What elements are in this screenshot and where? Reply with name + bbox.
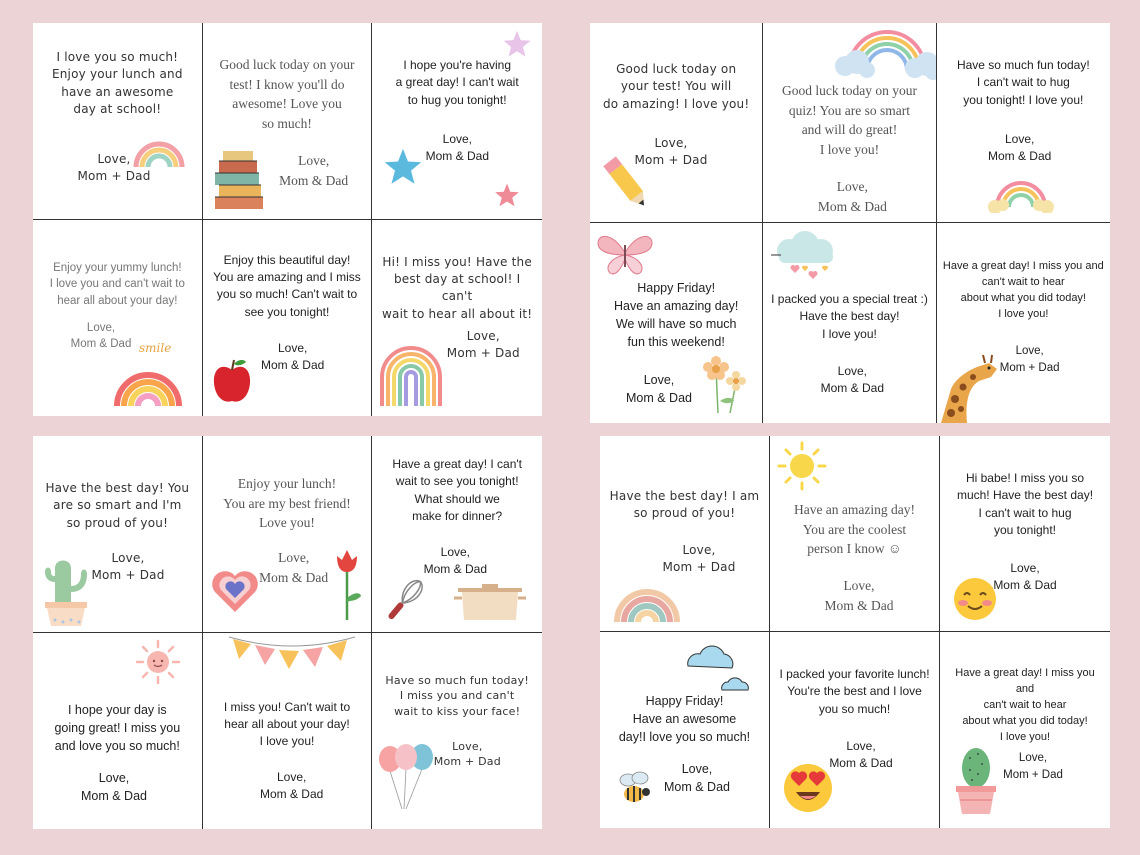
lunch-note-card [203,633,373,830]
note-message: Have the best day! I am so proud of you! [609,489,760,521]
cactus-icon [952,744,1000,816]
note-signature: Love, Mom + Dad [1003,752,1063,781]
note-signature: Love, Mom & Dad [987,132,1052,164]
heart-eyes-icon [782,762,834,814]
bee-icon [612,768,658,808]
note-signature: Love, Mom & Dad [817,179,887,214]
lunch-note-card [763,223,936,423]
rainbow-icon [378,344,444,408]
star-icon [500,28,534,62]
lunch-note-card [372,220,542,417]
note-signature: Love, Mom & Dad [279,153,349,188]
note-signature: Love, Mom & Dad [260,340,325,372]
butterfly-icon [594,229,656,279]
note-signature: Love, Mom & Dad [820,364,884,396]
note-signature: Love, Mom & Dad [259,550,329,585]
cactus-icon [41,546,91,630]
note-message: Good luck today on your quiz! You are so smart and will do great! I love you! [782,83,917,157]
star-icon [492,181,522,211]
rainbow-cloud-icon [833,26,936,82]
note-message: I hope your day is going great! I miss you and love you so much! [54,702,181,753]
lunch-note-card [590,223,763,423]
flower-icon [698,349,750,415]
lunch-note-card [203,220,373,417]
lunch-note-card [372,23,542,220]
lunch-note-card [763,23,936,223]
bunting-icon [227,633,357,675]
note-signature: Love, Mom & Dad [425,132,489,164]
note-message: Have a great day! I miss you and can't wait to hear about what you did today! I love you! [955,667,1095,743]
smile-lettering: smile [139,340,172,355]
lunch-note-card [937,23,1110,223]
note-message: Have so much fun today! I miss you and can't wait to kiss your face! [385,673,529,719]
note-message: I hope you're having a great day! I can't wait to hug you tonight! [395,58,519,107]
note-signature: Love, Mom + Dad [433,739,501,769]
note-sheet-2 [590,23,1110,423]
books-icon [211,147,267,211]
lunch-note-card [770,632,940,828]
note-message: I packed you a special treat :) Have the best day! I love you! [771,292,928,341]
apple-icon [211,356,253,406]
giraffe-icon [937,353,1003,423]
note-signature: Love, Mom & Dad [993,561,1057,593]
note-message: Enjoy your lunch! You are my best friend! Love you! [223,476,351,531]
note-signature: Love, Mom & Dad [259,769,324,801]
note-message: Have a great day! I miss you and can't wait to hear about what you did today! I love you! [942,260,1104,320]
note-message: Good luck today on your test! I know you'll do awesome! Love you so much! [219,57,355,131]
lunch-note-card [372,436,542,633]
sun-icon [776,440,828,492]
note-signature: Love, Mom & Dad [829,739,893,771]
pencil-icon [598,151,656,213]
note-signature: Love, Mom & Dad [81,770,147,803]
lunch-note-card [203,23,373,220]
note-signature: Love, Mom & Dad [664,762,730,795]
note-signature: Love, Mom & Dad [824,578,894,613]
note-signature: Love, Mom + Dad [662,543,736,575]
note-signature: Love, Mom + Dad [77,152,151,184]
note-message: I miss you! Can't wait to hear all about your day! I love you! [223,699,351,749]
note-sheet-3 [33,436,542,829]
note-signature: Love, Mom + Dad [91,551,165,583]
note-sheet-4 [600,436,1110,828]
lunch-note-card [203,436,373,633]
note-signature: Love, Mom & Dad [70,321,132,351]
note-message: Have the best day! You are so smart and I'm so proud of you! [45,481,190,530]
note-message: I packed your favorite lunch! You're the best and I love you so much! [779,667,930,716]
note-signature: Love, Mom + Dad [446,328,520,360]
star-icon [380,145,426,191]
cloud-icon [680,640,752,696]
rainbow-icon [985,173,1057,213]
tulip-icon [331,546,365,622]
lunch-note-card [937,223,1110,423]
pot-icon [452,576,528,624]
rainbow-icon [111,340,185,408]
note-message: I love you so much! Enjoy your lunch and have an awesome day at school! [51,50,183,117]
note-message: Enjoy this beautiful day! You are amazing and I miss you so much! Can't wait to see you tonight! [213,252,361,319]
note-signature: Love, Mom + Dad [999,345,1060,374]
note-message: Happy Friday! Have an awesome day!I love you so much! [618,694,751,745]
note-message: Happy Friday! Have an amazing day! We will have so much fun this weekend! [613,281,739,350]
note-message: Good luck today on your test! You will do amazing! I love you! [602,62,750,111]
sun-icon [135,639,181,685]
note-message: Have an amazing day! You are the coolest person I know ☺ [793,502,916,557]
whisk-icon [380,574,430,626]
lunch-note-card [600,632,770,828]
note-signature: Love, Mom + Dad [634,136,708,168]
note-message: Hi babe! I miss you so much! Have the best day! I can't wait to hug you tonight! [956,471,1094,538]
lunch-note-card [33,633,203,830]
lunch-note-card [600,436,770,632]
lunch-note-card [940,632,1110,828]
balloons-icon [376,741,438,811]
lunch-note-card [372,633,542,830]
note-signature: Love, Mom & Dad [626,373,692,406]
note-message: Enjoy your yummy lunch! I love you and can't wait to hear all about your day! [49,261,185,307]
lunch-note-card [33,436,203,633]
note-message: Hi! I miss you! Have the best day at school! I can't wait to hear all about it! [382,254,533,321]
heart-icon [209,566,261,616]
lunch-note-card [770,436,940,632]
rainbow-icon [610,574,684,622]
rainbow-icon [131,133,187,169]
lunch-note-card [590,23,763,223]
cloud-hearts-icon [769,229,845,285]
lunch-note-card [33,23,203,220]
note-sheet-1 [33,23,542,416]
smiley-icon [952,576,998,622]
note-signature: Love, Mom & Dad [423,545,487,577]
note-message: Have a great day! I can't wait to see you tonight! What should we make for dinner? [392,457,523,524]
note-message: Have so much fun today! I can't wait to hug you tonight! I love you! [956,58,1090,107]
lunch-note-card [33,220,203,417]
lunch-note-card [940,436,1110,632]
